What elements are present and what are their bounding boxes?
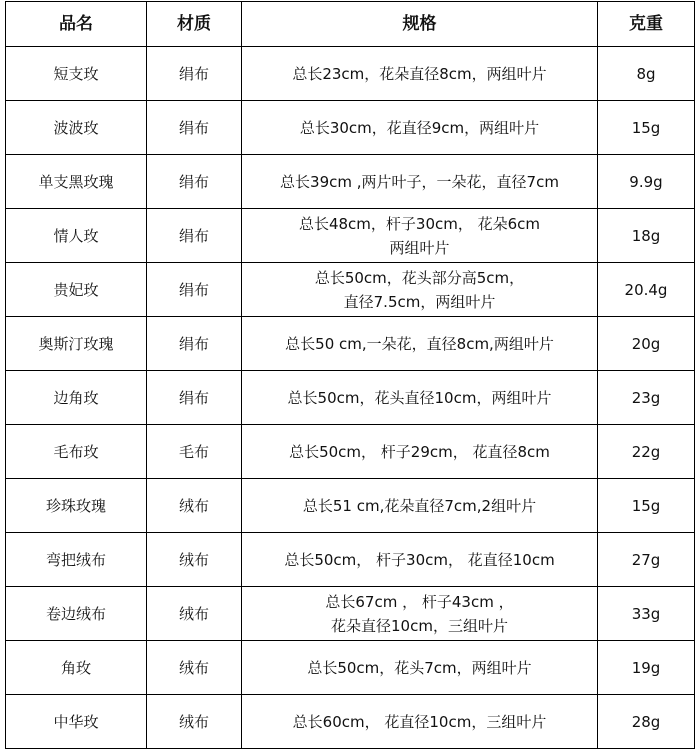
- spec-line: 总长39cm ,两片叶子，一朵花，直径7cm: [280, 172, 559, 191]
- cell-name: 波波玫: [6, 101, 147, 155]
- cell-weight: 15g: [598, 101, 695, 155]
- cell-spec: [242, 533, 598, 587]
- cell-material: 绢布: [147, 155, 242, 209]
- table-row: [6, 47, 695, 101]
- header-name: 品名: [6, 2, 147, 47]
- spec-line: 总长48cm，杆子30cm， 花朵6cm: [298, 214, 541, 233]
- cell-material: 绒布: [147, 641, 242, 695]
- cell-spec: [242, 209, 598, 263]
- table-row: [6, 533, 695, 587]
- table-row: [6, 101, 695, 155]
- spec-line: 总长50cm， 杆子29cm， 花直径8cm: [289, 442, 550, 461]
- cell-material: 绒布: [147, 587, 242, 641]
- table-row: [6, 425, 695, 479]
- cell-spec: [242, 155, 598, 209]
- cell-spec: [242, 641, 598, 695]
- cell-material: 绢布: [147, 371, 242, 425]
- header-spec: 规格: [242, 2, 598, 47]
- cell-material: 绢布: [147, 47, 242, 101]
- cell-material: 绢布: [147, 317, 242, 371]
- cell-spec: [242, 101, 598, 155]
- cell-spec: [242, 371, 598, 425]
- cell-material: 绒布: [147, 695, 242, 749]
- cell-name: 珍珠玫瑰: [6, 479, 147, 533]
- header-weight: 克重: [598, 2, 695, 47]
- cell-spec: [242, 425, 598, 479]
- spec-line: 总长50cm， 杆子30cm， 花直径10cm: [284, 550, 555, 569]
- header-row: [6, 2, 695, 47]
- spec-line: 总长50cm，花头7cm，两组叶片: [307, 658, 532, 677]
- spec-line: 总长23cm，花朵直径8cm，两组叶片: [292, 64, 547, 83]
- cell-spec: [242, 587, 598, 641]
- table-row: [6, 371, 695, 425]
- cell-name: 单支黑玫瑰: [6, 155, 147, 209]
- spec-line: 总长51 cm,花朵直径7cm,2组叶片: [302, 496, 537, 515]
- cell-spec: [242, 47, 598, 101]
- cell-weight: 9.9g: [598, 155, 695, 209]
- cell-material: 绢布: [147, 101, 242, 155]
- cell-name: 毛布玫: [6, 425, 147, 479]
- cell-weight: 23g: [598, 371, 695, 425]
- table-row: [6, 263, 695, 317]
- cell-spec: [242, 479, 598, 533]
- spec-line: 总长50 cm,一朵花，直径8cm,两组叶片: [285, 334, 554, 353]
- cell-weight: 19g: [598, 641, 695, 695]
- cell-material: 绢布: [147, 263, 242, 317]
- spec-line: 总长30cm，花直径9cm，两组叶片: [299, 118, 540, 137]
- header-material: 材质: [147, 2, 242, 47]
- cell-name: 短支玫: [6, 47, 147, 101]
- spec-line: 总长50cm，花头直径10cm，两组叶片: [287, 388, 552, 407]
- cell-name: 角玫: [6, 641, 147, 695]
- cell-spec: [242, 695, 598, 749]
- cell-spec: [242, 317, 598, 371]
- cell-material: 绒布: [147, 533, 242, 587]
- cell-name: 奥斯汀玫瑰: [6, 317, 147, 371]
- spec-line: 花朵直径10cm，三组叶片: [331, 616, 508, 635]
- table-body: [6, 47, 695, 749]
- table-row: [6, 641, 695, 695]
- cell-name: 贵妃玫: [6, 263, 147, 317]
- cell-weight: 27g: [598, 533, 695, 587]
- cell-weight: 15g: [598, 479, 695, 533]
- cell-material: 绢布: [147, 209, 242, 263]
- cell-weight: 22g: [598, 425, 695, 479]
- cell-name: 卷边绒布: [6, 587, 147, 641]
- table-row: [6, 479, 695, 533]
- cell-name: 中华玫: [6, 695, 147, 749]
- spec-line: 总长67cm ， 杆子43cm ，: [325, 592, 514, 611]
- spec-line: 两组叶片: [389, 238, 450, 257]
- cell-name: 边角玫: [6, 371, 147, 425]
- cell-weight: 33g: [598, 587, 695, 641]
- product-spec-table: [5, 1, 695, 749]
- table-row: [6, 317, 695, 371]
- cell-weight: 8g: [598, 47, 695, 101]
- table-row: [6, 695, 695, 749]
- table-row: [6, 209, 695, 263]
- cell-weight: 28g: [598, 695, 695, 749]
- spec-line: 直径7.5cm，两组叶片: [343, 292, 496, 311]
- cell-weight: 20g: [598, 317, 695, 371]
- cell-material: 绒布: [147, 479, 242, 533]
- cell-name: 情人玫: [6, 209, 147, 263]
- cell-weight: 18g: [598, 209, 695, 263]
- spec-line: 总长50cm，花头部分高5cm，: [314, 268, 525, 287]
- table-row: [6, 587, 695, 641]
- spec-line: 总长60cm， 花直径10cm，三组叶片: [292, 712, 547, 731]
- cell-spec: [242, 263, 598, 317]
- cell-name: 弯把绒布: [6, 533, 147, 587]
- cell-weight: 20.4g: [598, 263, 695, 317]
- cell-material: 毛布: [147, 425, 242, 479]
- table-row: [6, 155, 695, 209]
